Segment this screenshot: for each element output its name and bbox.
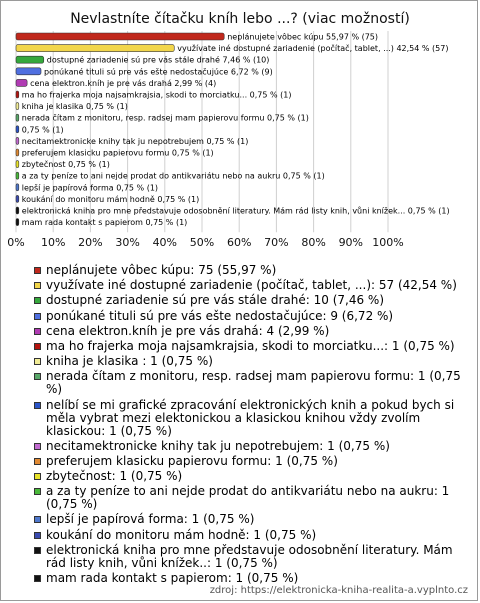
- bar: [16, 33, 224, 40]
- x-tick-label: 70%: [264, 236, 289, 250]
- x-tick-label: 20%: [78, 236, 103, 250]
- bar-label: elektronická kniha pro mne představuje odosobnění literatury. Mám rád listy knih, vůni knížek... 0,75 % (1): [21, 206, 450, 216]
- chart-title: Nevlastníte čítačku kníh lebo ...? (viac možností): [70, 11, 410, 27]
- bar-label: necitamektronicke knihy tak ju nepotrebujem 0,75 % (1): [21, 136, 249, 146]
- legend-label: elektronická kniha pro mne představuje odosobnění literatury. Mám rád listy knih, vůni knížek..: 1 (0,75 %): [46, 542, 453, 570]
- legend-item: [34, 485, 474, 511]
- source-note: zdroj: https://elektronicka-kniha-realita-a.vyplnto.cz: [209, 585, 468, 596]
- legend-swatch: [34, 267, 41, 274]
- legend-item: [34, 470, 474, 483]
- bar: [16, 126, 19, 133]
- legend-item: [34, 529, 474, 542]
- bar: [16, 184, 19, 191]
- legend-swatch: [34, 402, 41, 409]
- bar: [16, 56, 44, 63]
- legend-item: [34, 455, 474, 468]
- legend-label: nerada čítam z monitoru, resp. radsej mam papierovu formu: 1 (0,75 %): [46, 369, 461, 397]
- bar-label: a za ty peníze to ani nejde prodat do antikvariátu nebo na aukru 0,75 % (1): [21, 171, 325, 181]
- legend-item: [34, 264, 474, 277]
- legend-item: [34, 399, 474, 438]
- legend-label: cena elektron.kníh je pre vás drahá: 4 (2,99 %): [46, 323, 330, 338]
- legend-swatch: [34, 488, 41, 495]
- legend-item: [34, 310, 474, 323]
- legend-swatch: [34, 532, 41, 539]
- legend-item: [34, 294, 474, 307]
- bar: [16, 103, 19, 110]
- legend-swatch: [34, 443, 41, 450]
- legend-label: dostupné zariadenie sú pre vás stále drahé: 10 (7,46 %): [46, 293, 385, 308]
- bar-label: preferujem klasicku papierovu formu 0,75 % (1): [21, 148, 214, 158]
- legend-item: [34, 370, 474, 396]
- bar-label: ma ho frajerka moja najsamkrajsia, skodi to morciatku... 0,75 % (1): [21, 90, 292, 100]
- legend-swatch: [34, 516, 41, 523]
- legend-swatch: [34, 343, 41, 350]
- legend-swatch: [34, 458, 41, 465]
- legend-label: necitamektronicke knihy tak ju nepotrebujem: 1 (0,75 %): [46, 438, 390, 453]
- bar-label: ponúkané tituli sú pre vás ešte nedostačujúce 6,72 % (9): [43, 67, 273, 77]
- legend-label: lepší je papírová forma: 1 (0,75 %): [46, 512, 255, 527]
- legend-label: ma ho frajerka moja najsamkrajsia, skodi to morciatku...: 1 (0,75 %): [46, 338, 455, 353]
- legend-label: mam rada kontakt s papierom: 1 (0,75 %): [46, 571, 299, 585]
- legend-swatch: [34, 358, 41, 365]
- bar: [16, 195, 19, 202]
- x-tick-label: 50%: [189, 236, 215, 250]
- bar-label: neplánujete vôbec kúpu 55,97 % (75): [227, 32, 379, 42]
- x-tick-label: 90%: [338, 236, 364, 250]
- legend-item: [34, 513, 474, 526]
- legend-label: kniha je klasika : 1 (0,75 %): [46, 354, 213, 369]
- bar: [16, 219, 19, 226]
- chart-legend: [34, 264, 474, 587]
- legend-item: [34, 355, 474, 368]
- legend-swatch: [34, 297, 41, 304]
- x-tick-label: 80%: [301, 236, 326, 250]
- bar-label: využívate iné dostupné zariadenie (počítač, tablet, ...) 42,54 % (57): [177, 44, 449, 54]
- bar-chart: [0, 0, 480, 262]
- legend-label: ponúkané tituli sú pre vás ešte nedostačujúce: 9 (6,72 %): [46, 308, 394, 323]
- bar: [16, 45, 174, 52]
- bar-label: kniha je klasika 0,75 % (1): [21, 102, 128, 112]
- bar: [16, 68, 41, 75]
- legend-swatch: [34, 547, 41, 554]
- x-tick-label: 0%: [7, 236, 25, 250]
- bar-label: dostupné zariadenie sú pre vás stále drahé 7,46 % (10): [46, 55, 270, 65]
- bar: [16, 207, 19, 214]
- x-tick-label: 100%: [372, 236, 404, 250]
- x-tick-label: 10%: [40, 236, 66, 250]
- bar: [16, 149, 19, 156]
- bar: [16, 161, 19, 168]
- legend-label: preferujem klasicku papierovu formu: 1 (0,75 %): [46, 453, 338, 468]
- bar-label: nerada čítam z monitoru, resp. radsej mam papierovu formu 0,75 % (1): [21, 113, 309, 123]
- legend-item: [34, 340, 474, 353]
- legend-item: [34, 440, 474, 453]
- legend-label: nelíbí se mi grafické zpracování elektronických knih a pokud bych si měla vybrat mezi elektonickou a klasickou knihou vždy zvolím klasickou: 1 (0,75 %): [46, 397, 455, 438]
- legend-swatch: [34, 575, 41, 582]
- legend-swatch: [34, 328, 41, 335]
- legend-label: zbytečnost: 1 (0,75 %): [46, 469, 183, 484]
- x-tick-label: 40%: [152, 236, 178, 250]
- legend-item: [34, 572, 474, 585]
- bar-label: zbytečnost 0,75 % (1): [21, 160, 110, 170]
- legend-item: [34, 544, 474, 570]
- legend-item: [34, 325, 474, 338]
- x-tick-label: 30%: [115, 236, 140, 250]
- bar: [16, 91, 19, 98]
- legend-label: koukání do monitoru mám hodně: 1 (0,75 %): [46, 527, 317, 542]
- bar: [16, 114, 19, 121]
- legend-label: a za ty peníze to ani nejde prodat do antikvariátu nebo na aukru: 1 (0,75 %): [46, 484, 450, 512]
- bar: [16, 137, 19, 144]
- legend-item: [34, 279, 474, 292]
- bar: [16, 172, 19, 179]
- bar-label: lepší je papírová forma 0,75 % (1): [21, 183, 159, 193]
- x-tick-label: 60%: [226, 236, 252, 250]
- bar-label: 0,75 % (1): [21, 125, 64, 135]
- legend-swatch: [34, 473, 41, 480]
- legend-label: neplánujete vôbec kúpu: 75 (55,97 %): [46, 263, 277, 277]
- legend-label: využívate iné dostupné zariadenie (počítač, tablet, ...): 57 (42,54 %): [46, 278, 457, 293]
- bar: [16, 79, 27, 86]
- bar-label: mam rada kontakt s papierom 0,75 % (1): [21, 218, 188, 228]
- bar-label: cena elektron.kníh je pre vás drahá 2,99 % (4): [30, 78, 217, 88]
- legend-swatch: [34, 373, 41, 380]
- bar-label: koukání do monitoru mám hodně 0,75 % (1): [21, 194, 200, 204]
- legend-swatch: [34, 282, 41, 289]
- legend-swatch: [34, 313, 41, 320]
